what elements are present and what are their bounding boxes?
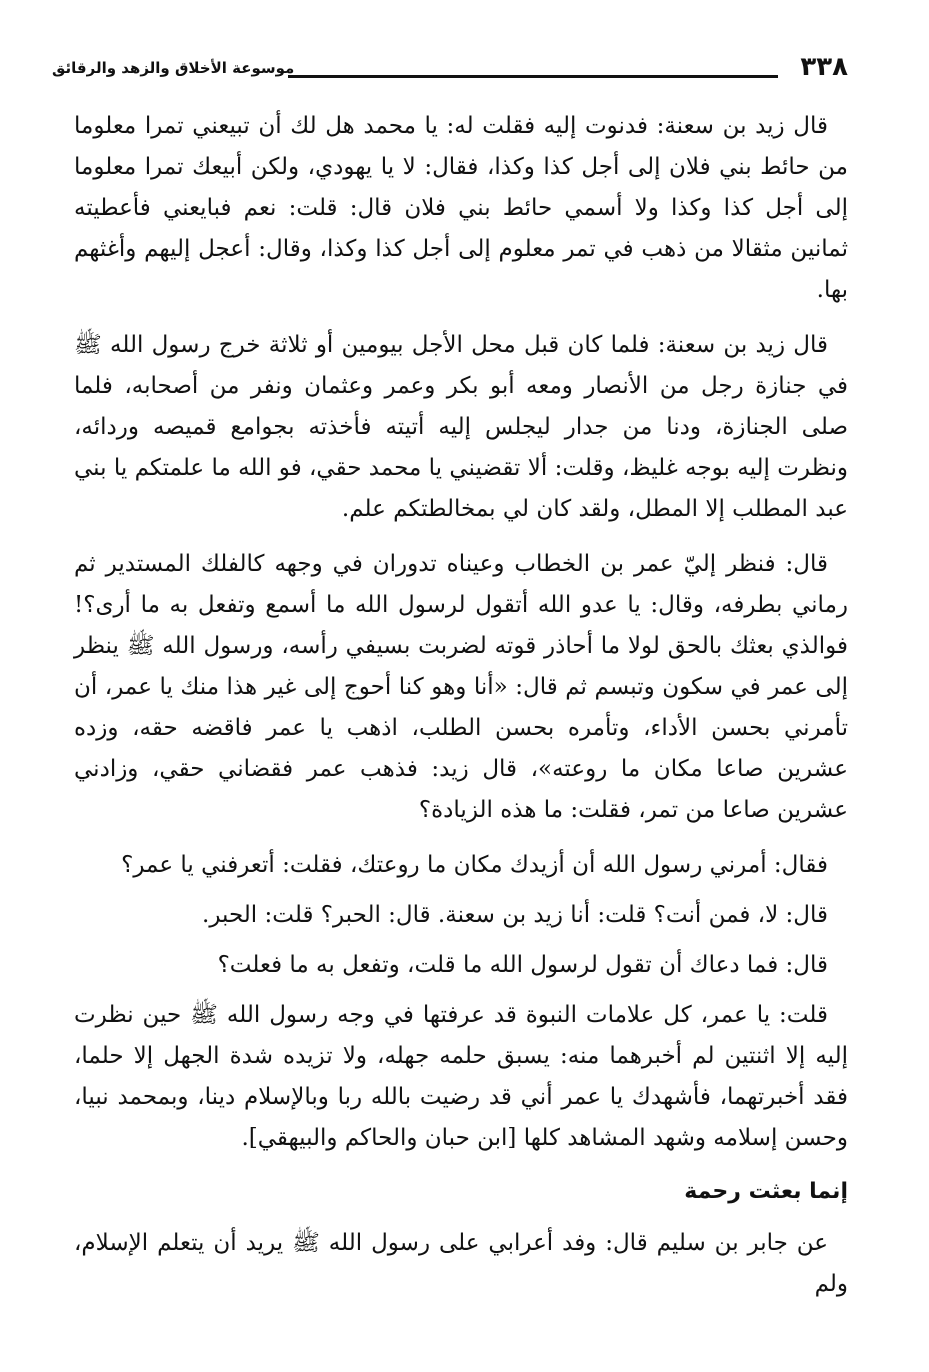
header-rule [288,75,778,78]
paragraph-identity: قال: لا، فمن أنت؟ قلت: أنا زيد بن سعنة. قال: الحبر؟ قلت: الحبر. [202,902,828,928]
paragraph-conversion: قلت: يا عمر، كل علامات النبوة قد عرفتها في وجه رسول الله ﷺ حين نظرت إليه إلا اثنتين لم أخبرهما منه: يسبق حلمه جهله، ولا تزيده شدة الجهل إلا حلما، فقد أخبرتهما، فأشهدك يا عمر أني قد رضيت بالله ربا وبالإسلام دينا، وبمحمد نبيا، وحسن إسلامه وشهد المشاهد كلها [ابن حبان والحاكم والبيهقي]. [74,1002,848,1151]
section-heading: إنما بعثت رحمة [684,1179,848,1204]
paragraph-umar-explanation: فقال: أمرني رسول الله أن أزيدك مكان ما روعتك، فقلت: أتعرفني يا عمر؟ [121,852,828,878]
paragraph-jabir: عن جابر بن سليم قال: وفد أعرابي على رسول الله ﷺ يريد أن يتعلم الإسلام، ولم [74,1230,848,1297]
page-number: ٣٣٨ [800,52,848,82]
paragraph-umar-response: قال: فنظر إليّ عمر بن الخطاب وعيناه تدوران في وجهه كالفلك المستدير ثم رماني بطرفه، وقال: يا عدو الله أتقول لرسول الله ما أسمع وتفعل به ما أرى؟! فوالذي بعثك بالحق لولا ما أحاذر قوته لضربت بسيفي رأسه، ورسول الله ﷺ ينظر إلى عمر في سكون وتبسم ثم قال: «أنا وهو كنا أحوج إلى غير هذا منك يا عمر، أن تأمرني بحسن الأداء، وتأمره بحسن الطلب، اذهب يا عمر فاقضه حقه، وزده عشرين صاعا مكان ما روعته»، قال زيد: فذهب عمر فقضاني حقي، وزادني عشرين صاعا من تمر، فقلت: ما هذه الزيادة؟ [74,551,848,823]
page-body [74,106,848,1319]
paragraph-question: قال: فما دعاك أن تقول لرسول الله ما قلت، وتفعل به ما فعلت؟ [217,952,828,978]
paragraph-funeral-encounter: قال زيد بن سعنة: فلما كان قبل محل الأجل بيومين أو ثلاثة خرج رسول الله ﷺ في جنازة رجل من الأنصار ومعه أبو بكر وعمر وعثمان ونفر من أصحابه، فلما صلى الجنازة، ودنا من جدار ليجلس إليه أتيته فأخذته بجوامع قميصه وردائه، ونظرت إليه بوجه غليظ، وقلت: ألا تقضيني يا محمد حقي، فو الله ما علمتكم يا بني عبد المطلب إلا المطل، ولقد كان لي بمخالطتكم علم. [74,332,848,522]
paragraph-purchase-deal: قال زيد بن سعنة: فدنوت إليه فقلت له: يا محمد هل لك أن تبيعني تمرا معلوما من حائط بني فلان إلى أجل كذا وكذا، فقال: لا يا يهودي، ولكن أبيعك تمرا معلوما إلى أجل كذا وكذا ولا أسمي حائط بني فلان قال: قلت: نعم فبايعني فأعطيته ثمانين مثقالا من ذهب في تمر معلوم إلى أجل كذا وكذا، وقال: أعجل إليهم وأغثهم بها. [74,113,848,303]
book-title: موسوعة الأخلاق والزهد والرقائق [52,59,295,77]
running-header [52,52,848,88]
